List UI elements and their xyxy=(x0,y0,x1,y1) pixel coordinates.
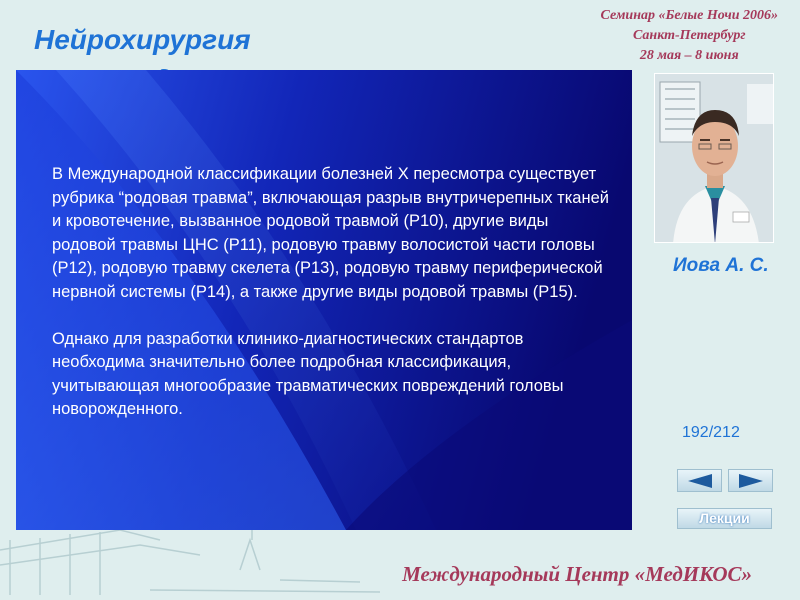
seminar-info xyxy=(601,6,778,66)
footer-organization: Международный Центр «МедИКОС» xyxy=(402,562,752,586)
lectures-button[interactable]: Лекции xyxy=(677,508,772,529)
seminar-city: Санкт-Петербург xyxy=(633,28,746,43)
body-paragraph-2: Однако для разработки клинико-диагностических стандартов необходима значительно более подробная классификация, учитывающая многообразие травматических повреждений головы новорожденного. xyxy=(52,329,564,418)
arrow-right-icon xyxy=(738,474,764,488)
slide-counter: 192/212 xyxy=(682,424,740,441)
next-slide-button[interactable] xyxy=(728,469,773,492)
slide-body xyxy=(52,163,612,445)
seminar-dates: 28 мая – 8 июня xyxy=(639,48,739,63)
speaker-portrait-image xyxy=(655,74,774,243)
speaker-name: Иова А. С. xyxy=(673,255,769,276)
slide-title: Нейрохирургия xyxy=(34,24,251,55)
arrow-left-icon xyxy=(687,474,713,488)
content-panel xyxy=(16,70,632,530)
prev-slide-button[interactable] xyxy=(677,469,722,492)
seminar-name: Семинар «Белые Ночи 2006» xyxy=(600,8,778,23)
body-paragraph-1: В Международной классификации болезней X пересмотра существует рубрика “родовая травма”, включающая разрыв внутричерепных тканей и кровотечение, вызванное родовой травмой (P10), другие виды родовой травмы ЦНС (P11), родовую травму волосистой части головы (P12), родовую травму скелета (P13), родовую травму периферической нервной системы (P14), а также другие виды родовой травмы (P15). xyxy=(52,165,609,301)
speaker-photo xyxy=(654,73,774,243)
